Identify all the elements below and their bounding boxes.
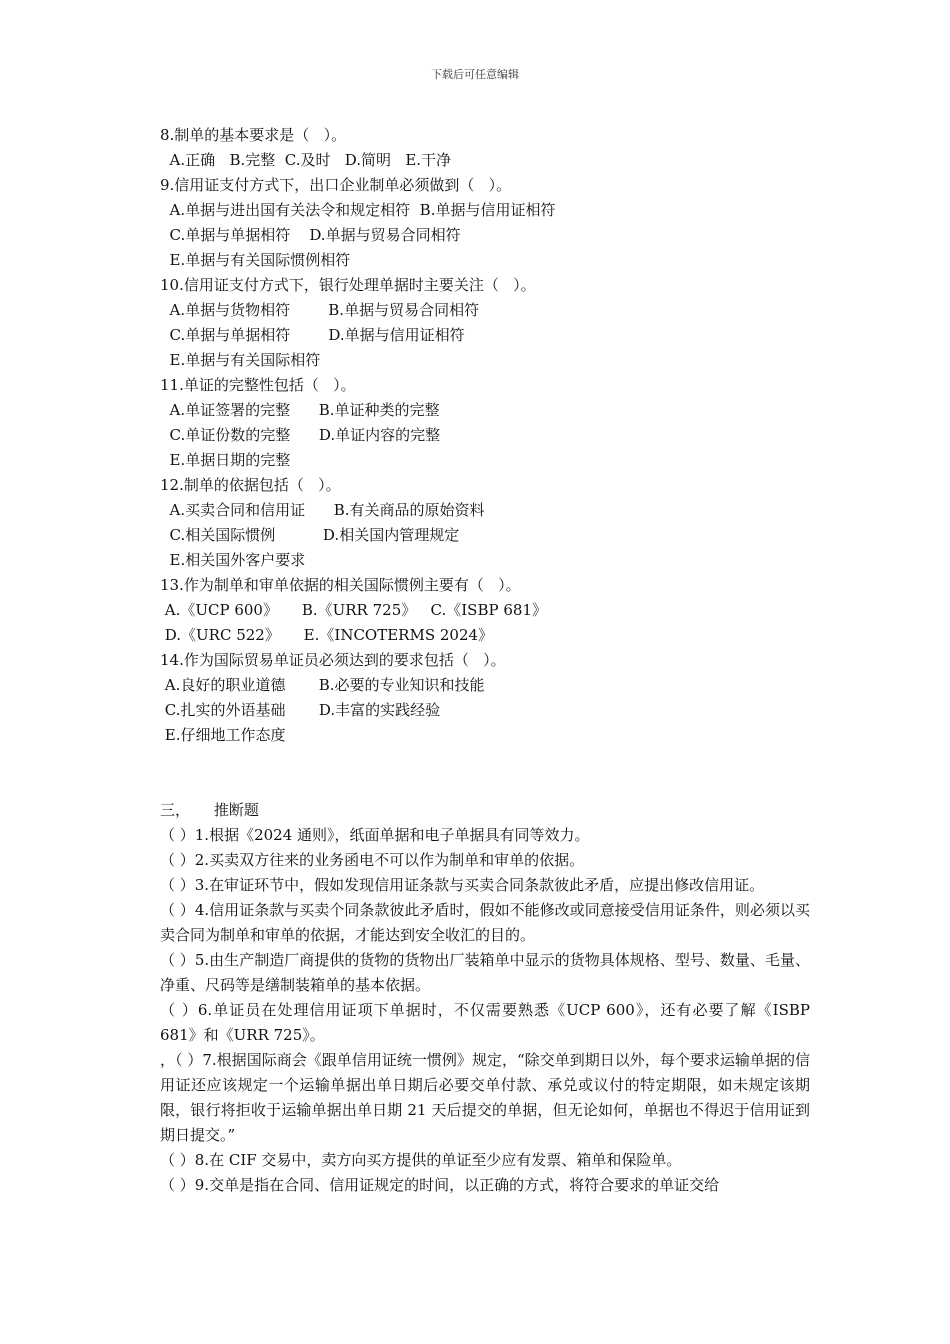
tf-item: （ ）1.根据《2024 通则》，纸面单据和电子单据具有同等效力。 (160, 826, 590, 844)
page-header: 下载后可任意编辑 (431, 68, 519, 81)
question-line: 12.制单的依据包括（ ）。 (160, 476, 341, 494)
section-spacer (160, 748, 810, 798)
question-line: A.单据与货物相符 B.单据与贸易合同相符 (160, 301, 480, 319)
true-false-section (160, 823, 810, 1198)
question-line: C.扎实的外语基础 D.丰富的实践经验 (160, 701, 441, 719)
multiple-choice-section (160, 123, 810, 748)
question-line: E.单据与有关国际惯例相符 (160, 251, 351, 269)
question-line: 13.作为制单和审单依据的相关国际惯例主要有（ ）。 (160, 576, 521, 594)
question-line: A.正确 B.完整 C.及时 D.简明 E.干净 (160, 151, 452, 169)
tf-item: （ ）2.买卖双方往来的业务函电不可以作为制单和审单的依据。 (160, 851, 585, 869)
question-line: A.单证签署的完整 B.单证种类的完整 (160, 401, 440, 419)
question-line: E.单据与有关国际相符 (160, 351, 321, 369)
tf-item: ，（ ）7.根据国际商会《跟单信用证统一惯例》规定，“除交单到期日以外，每个要求运输单据的信用证还应该规定一个运输单据出单日期后必要交单付款、承兑或议付的特定期限，如未规定该期限，银行将拒收于运输单据出单日期 21 天后提交的单据，但无论如何，单据也不得迟于信用证到期日提交。” (160, 1051, 810, 1144)
question-line: C.单证份数的完整 D.单证内容的完整 (160, 426, 441, 444)
question-line: A.良好的职业道德 B.必要的专业知识和技能 (160, 676, 485, 694)
question-line: A.单据与进出国有关法令和规定相符 B.单据与信用证相符 (160, 201, 556, 219)
tf-item: （ ）9.交单是指在合同、信用证规定的时间，以正确的方式，将符合要求的单证交给 (160, 1176, 720, 1194)
question-line: 8.制单的基本要求是（ ）。 (160, 126, 347, 144)
tf-item: （ ）6.单证员在处理信用证项下单据时，不仅需要熟悉《UCP 600》，还有必要了解《ISBP 681》和《URR 725》。 (160, 1001, 810, 1044)
question-line: 14.作为国际贸易单证员必须达到的要求包括（ ）。 (160, 651, 506, 669)
tf-item: （ ）4.信用证条款与买卖个同条款彼此矛盾时，假如不能修改或同意接受信用证条件，则必须以买卖合同为制单和审单的依据，才能达到安全收汇的目的。 (160, 901, 810, 944)
question-line: A.《UCP 600》 B.《URR 725》 C.《ISBP 681》 (160, 601, 547, 619)
question-line: C.相关国际惯例 D.相关国内管理规定 (160, 526, 460, 544)
question-line: E.相关国外客户要求 (160, 551, 306, 569)
question-line: 9.信用证支付方式下，出口企业制单必须做到（ ）。 (160, 176, 512, 194)
question-line: C.单据与单据相符 D.单据与信用证相符 (160, 326, 465, 344)
question-line: E.仔细地工作态度 (160, 726, 286, 744)
document-body (160, 123, 810, 1198)
question-line: 11.单证的完整性包括（ ）。 (160, 376, 356, 394)
question-line: D.《URC 522》 E.《INCOTERMS 2024》 (160, 626, 494, 644)
tf-item: （ ）8.在 CIF 交易中，卖方向买方提供的单证至少应有发票、箱单和保险单。 (160, 1151, 682, 1169)
question-line: A.买卖合同和信用证 B.有关商品的原始资料 (160, 501, 485, 519)
tf-item: （ ）5.由生产制造厂商提供的货物的货物出厂装箱单中显示的货物具体规格、型号、数量、毛量、净重、尺码等是缮制装箱单的基本依据。 (160, 951, 810, 994)
section-title: 三， 推断题 (160, 801, 259, 819)
question-line: E.单据日期的完整 (160, 451, 291, 469)
question-line: C.单据与单据相符 D.单据与贸易合同相符 (160, 226, 461, 244)
tf-item: （ ）3.在审证环节中，假如发现信用证条款与买卖合同条款彼此矛盾，应提出修改信用证。 (160, 876, 765, 894)
question-line: 10.信用证支付方式下，银行处理单据时主要关注（ ）。 (160, 276, 536, 294)
